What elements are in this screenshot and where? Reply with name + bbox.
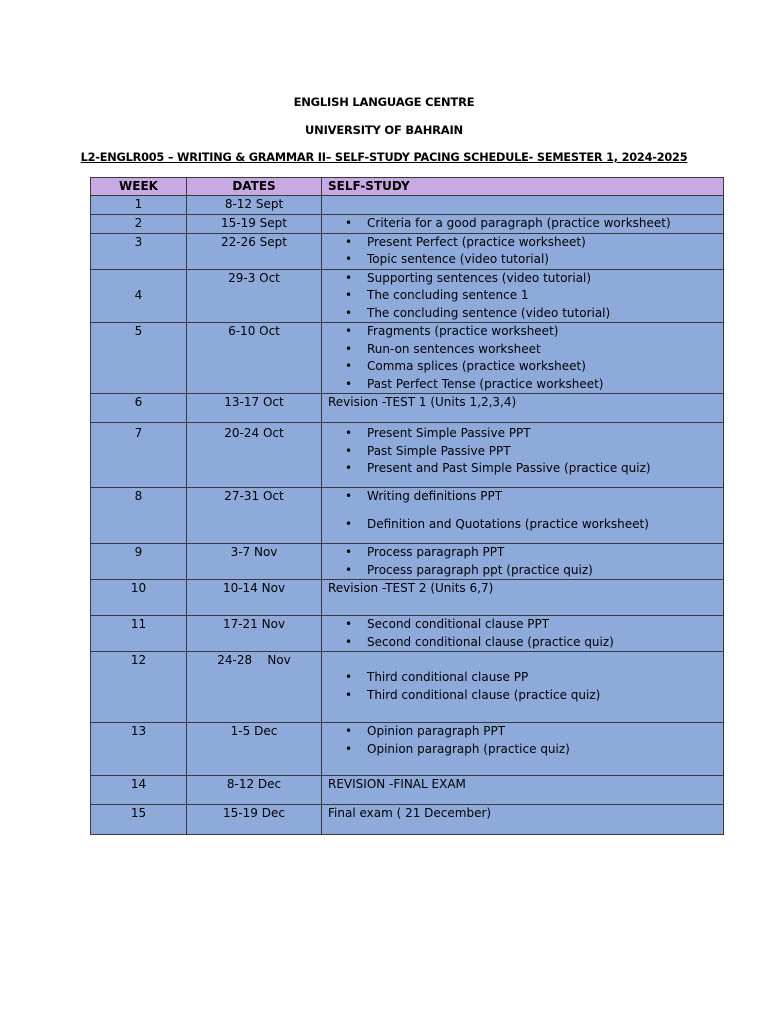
list-item: • Comma splices (practice worksheet) [322, 358, 723, 376]
table-row [91, 394, 724, 423]
week-cell: 11 [91, 616, 187, 652]
list-item: • Process paragraph ppt (practice quiz) [322, 562, 723, 580]
list-item: • Present and Past Simple Passive (practice quiz) [322, 460, 723, 478]
column-header-week: WEEK [91, 178, 187, 196]
schedule-title: L2-ENGLR005 – WRITING & GRAMMAR II– SELF-STUDY PACING SCHEDULE- SEMESTER 1, 2024-2025 [80, 151, 688, 164]
week-cell: 13 [91, 723, 187, 776]
week-cell: 12 [91, 652, 187, 723]
table-row [91, 580, 724, 616]
dates-cell: 10-14 Nov [187, 580, 322, 616]
table-row [91, 805, 724, 835]
self-study-cell [322, 323, 724, 394]
week-cell: 5 [91, 323, 187, 394]
week-cell: 7 [91, 423, 187, 488]
self-study-cell: REVISION -FINAL EXAM [322, 776, 724, 805]
list-item: • Supporting sentences (video tutorial) [322, 270, 723, 288]
table-header-row [91, 178, 724, 196]
table-row [91, 544, 724, 580]
dates-cell: 15-19 Sept [187, 214, 322, 233]
week-cell: 2 [91, 214, 187, 233]
list-item: • Second conditional clause (practice quiz) [322, 634, 723, 652]
dates-cell: 20-24 Oct [187, 423, 322, 488]
centre-title: ENGLISH LANGUAGE CENTRE [293, 95, 475, 109]
table-row [91, 323, 724, 394]
self-study-cell [322, 423, 724, 488]
self-study-cell [322, 196, 724, 215]
pacing-schedule-table [90, 177, 724, 835]
dates-cell: 17-21 Nov [187, 616, 322, 652]
table-row [91, 616, 724, 652]
week-cell: 3 [91, 233, 187, 269]
self-study-cell [322, 269, 724, 323]
week-cell: 9 [91, 544, 187, 580]
list-item: • Third conditional clause PP [322, 669, 723, 687]
self-study-cell [322, 488, 724, 544]
self-study-cell [322, 723, 724, 776]
week-cell: 8 [91, 488, 187, 544]
list-item: • Definition and Quotations (practice worksheet) [322, 516, 723, 534]
dates-cell: 13-17 Oct [187, 394, 322, 423]
week-cell: 4 [91, 269, 187, 323]
table-row [91, 723, 724, 776]
table-row [91, 488, 724, 544]
table-row [91, 196, 724, 215]
list-item: • Present Simple Passive PPT [322, 425, 723, 443]
dates-cell: 1-5 Dec [187, 723, 322, 776]
self-study-cell: Final exam ( 21 December) [322, 805, 724, 835]
table-row [91, 233, 724, 269]
table-row [91, 214, 724, 233]
self-study-cell [322, 616, 724, 652]
column-header-dates: DATES [187, 178, 322, 196]
self-study-cell: Revision -TEST 1 (Units 1,2,3,4) [322, 394, 724, 423]
week-cell: 15 [91, 805, 187, 835]
week-cell: 14 [91, 776, 187, 805]
list-item: • The concluding sentence (video tutorial) [322, 305, 723, 323]
list-item: • Past Simple Passive PPT [322, 443, 723, 461]
table-row [91, 776, 724, 805]
list-item: • Present Perfect (practice worksheet) [322, 234, 723, 252]
list-item: • Third conditional clause (practice quiz) [322, 687, 723, 705]
list-item: • Fragments (practice worksheet) [322, 323, 723, 341]
dates-cell: 22-26 Sept [187, 233, 322, 269]
dates-cell: 15-19 Dec [187, 805, 322, 835]
list-item: • The concluding sentence 1 [322, 287, 723, 305]
self-study-cell: Revision -TEST 2 (Units 6,7) [322, 580, 724, 616]
dates-cell: 8-12 Dec [187, 776, 322, 805]
column-header-self-study: SELF-STUDY [322, 178, 724, 196]
table-row [91, 423, 724, 488]
list-item: • Run-on sentences worksheet [322, 341, 723, 359]
list-item: • Process paragraph PPT [322, 544, 723, 562]
list-item: • Criteria for a good paragraph (practice worksheet) [322, 215, 723, 233]
university-title: UNIVERSITY OF BAHRAIN [305, 123, 463, 137]
list-item: • Past Perfect Tense (practice worksheet) [322, 376, 723, 394]
week-cell: 10 [91, 580, 187, 616]
list-item: • Second conditional clause PPT [322, 616, 723, 634]
week-cell: 6 [91, 394, 187, 423]
list-item: • Opinion paragraph (practice quiz) [322, 741, 723, 759]
self-study-cell [322, 544, 724, 580]
self-study-cell [322, 233, 724, 269]
dates-cell: 29-3 Oct [187, 269, 322, 323]
dates-cell: 6-10 Oct [187, 323, 322, 394]
dates-cell: 27-31 Oct [187, 488, 322, 544]
table-row [91, 652, 724, 723]
dates-cell: 3-7 Nov [187, 544, 322, 580]
week-cell: 1 [91, 196, 187, 215]
list-item: • Opinion paragraph PPT [322, 723, 723, 741]
table-row [91, 269, 724, 323]
list-item: • Topic sentence (video tutorial) [322, 251, 723, 269]
list-item: • Writing definitions PPT [322, 488, 723, 506]
dates-cell: 24-28 Nov [187, 652, 322, 723]
dates-cell: 8-12 Sept [187, 196, 322, 215]
self-study-cell [322, 652, 724, 723]
self-study-cell [322, 214, 724, 233]
